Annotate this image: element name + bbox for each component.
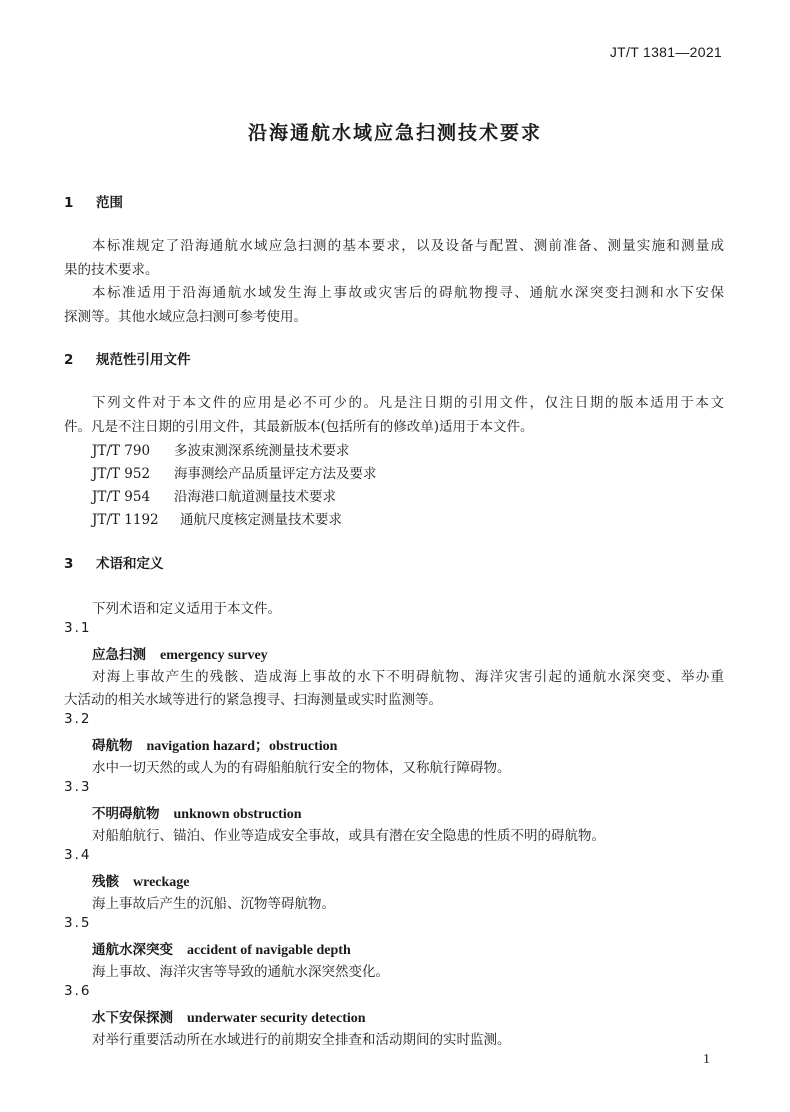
section-title: 规范性引用文件 — [96, 352, 191, 368]
reference-item — [92, 439, 350, 459]
section-title: 范围 — [96, 195, 123, 211]
term-english: underwater security detection — [187, 1011, 366, 1026]
section-3-heading — [64, 552, 164, 572]
term-number: 3.4 — [64, 847, 92, 863]
term-definition: 水中一切天然的或人为的有碍船舶航行安全的物体，又称航行障碍物。 — [92, 760, 511, 776]
term-definition: 对举行重要活动所在水域进行的前期安全排查和活动期间的实时监测。 — [92, 1032, 511, 1048]
section-1-para-2-line-1: 本标准适用于沿海通航水域发生海上事故或灾害后的碍航物搜寻、通航水深突变扫测和水下安保 — [92, 285, 724, 301]
section-number: 1 — [64, 195, 74, 211]
reference-code: JT/T 1192 — [92, 512, 159, 528]
section-1-para-1-line-2: 果的技术要求。 — [64, 262, 159, 278]
term-definition: 海上事故、海洋灾害等导致的通航水深突然变化。 — [92, 964, 389, 980]
term-number: 3.5 — [64, 915, 92, 931]
term-heading — [92, 938, 351, 959]
section-1-heading — [64, 191, 123, 211]
term-definition: 海上事故后产生的沉船、沉物等碍航物。 — [92, 896, 335, 912]
section-number: 2 — [64, 352, 74, 368]
section-2-heading — [64, 348, 191, 368]
term-definition: 对船舶航行、锚泊、作业等造成安全事故，或具有潜在安全隐患的性质不明的碍航物。 — [92, 828, 605, 844]
term-heading — [92, 1006, 366, 1027]
section-title: 术语和定义 — [96, 556, 164, 572]
reference-title: 沿海港口航道测量技术要求 — [174, 489, 336, 505]
term-heading — [92, 734, 337, 755]
document-title: 沿海通航水域应急扫测技术要求 — [247, 122, 542, 144]
term-definition-line-1: 对海上事故产生的残骸、造成海上事故的水下不明碍航物、海洋灾害引起的通航水深突变、举办重 — [92, 669, 724, 685]
reference-code: JT/T 954 — [92, 489, 151, 505]
term-english: navigation hazard；obstruction — [146, 739, 338, 754]
term-chinese: 不明碍航物 — [92, 806, 160, 822]
term-english: wreckage — [133, 875, 190, 890]
reference-code: JT/T 790 — [92, 443, 151, 459]
reference-item — [92, 462, 377, 482]
section-2-para-line-1: 下列文件对于本文件的应用是必不可少的。凡是注日期的引用文件，仅注日期的版本适用于本文 — [92, 395, 724, 411]
term-english: emergency survey — [160, 648, 268, 663]
term-chinese: 碍航物 — [92, 738, 133, 754]
page-number: 1 — [703, 1052, 710, 1067]
term-heading — [92, 802, 302, 823]
term-chinese: 通航水深突变 — [92, 942, 173, 958]
term-number: 3.1 — [64, 620, 92, 636]
section-number: 3 — [64, 556, 74, 572]
term-number: 3.2 — [64, 711, 92, 727]
term-heading — [92, 643, 268, 664]
term-heading — [92, 870, 190, 891]
term-number: 3.6 — [64, 983, 92, 999]
reference-title: 海事测绘产品质量评定方法及要求 — [174, 466, 377, 482]
term-chinese: 水下安保探测 — [92, 1010, 173, 1026]
reference-title: 多波束测深系统测量技术要求 — [174, 443, 350, 459]
reference-title: 通航尺度核定测量技术要求 — [180, 512, 342, 528]
term-english: accident of navigable depth — [187, 943, 351, 958]
reference-item — [92, 508, 342, 528]
section-2-para-line-2: 件。凡是不注日期的引用文件，其最新版本(包括所有的修改单)适用于本文件。 — [64, 419, 534, 435]
term-chinese: 应急扫测 — [92, 647, 146, 663]
section-3-intro: 下列术语和定义适用于本文件。 — [92, 601, 281, 617]
term-english: unknown obstruction — [173, 807, 302, 822]
standard-code: JT/T 1381—2021 — [609, 44, 722, 60]
term-definition-line-2: 大活动的相关水域等进行的紧急搜寻、扫海测量或实时监测等。 — [64, 692, 442, 708]
term-number: 3.3 — [64, 779, 92, 795]
section-1-para-1-line-1: 本标准规定了沿海通航水域应急扫测的基本要求，以及设备与配置、测前准备、测量实施和测量成 — [92, 238, 724, 254]
reference-code: JT/T 952 — [92, 466, 151, 482]
reference-item — [92, 485, 336, 505]
term-chinese: 残骸 — [92, 874, 119, 890]
section-1-para-2-line-2: 探测等。其他水域应急扫测可参考使用。 — [64, 309, 307, 325]
